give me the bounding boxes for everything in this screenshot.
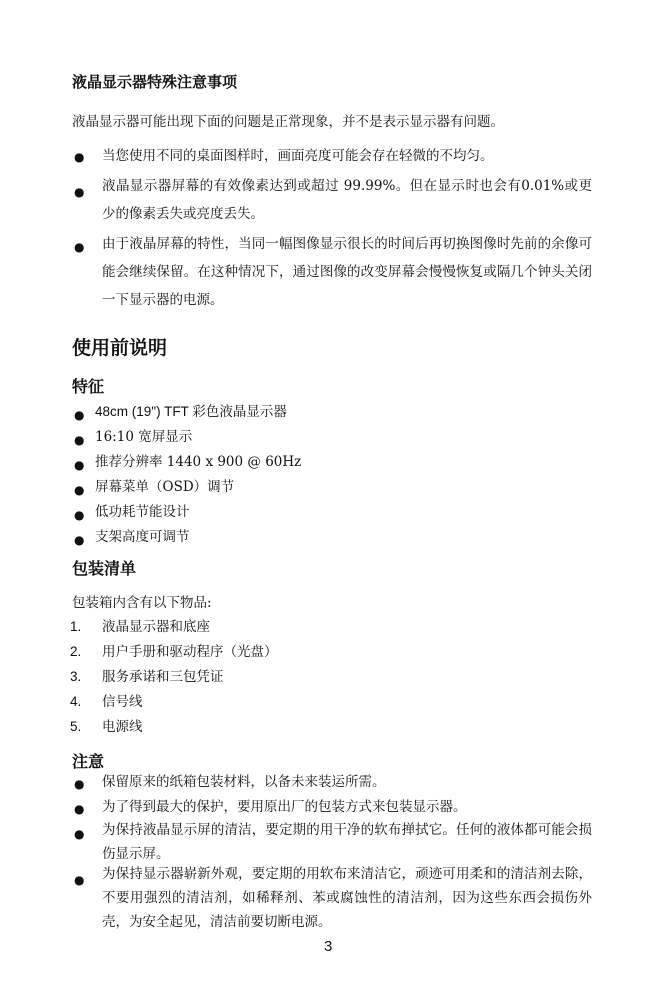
list-item: 保留原来的纸箱包装材料，以备未来装运所需。 (102, 774, 386, 790)
bullet-dot: ● (74, 408, 85, 422)
bullet-dot: ● (74, 185, 85, 199)
list-item: 屏幕菜单（OSD）调节 (95, 479, 235, 495)
list-number: 3. (70, 669, 82, 684)
list-item: 48cm (19") TFT 彩色液晶显示器 (95, 404, 287, 419)
list-item: 用户手册和驱动程序（光盘） (102, 644, 278, 660)
list-item: 支架高度可调节 (95, 529, 190, 545)
section-title-lcd-notes: 液晶显示器特殊注意事项 (72, 73, 238, 91)
list-item: 由于液晶屏幕的特性，当同一幅图像显示很长的时间后再切换图像时先前的余像可能会继续保留。在这种情况下，通过图像的改变屏幕会慢慢恢复或隔几个钟头关闭一下显示器的电源。 (102, 236, 592, 308)
list-item: 液晶显示器屏幕的有效像素达到或超过 99.99%。但在显示时也会有0.01%或更少的像素丢失或亮度丢失。 (102, 178, 592, 222)
list-item: 服务承诺和三包凭证 (102, 669, 224, 685)
list-item: 推荐分辨率 1440 x 900 @ 60Hz (95, 454, 302, 470)
list-number: 1. (70, 619, 82, 634)
package-heading: 包装清单 (72, 559, 137, 578)
list-item: 为保持显示器崭新外观，要定期的用软布来清洁它，顽迹可用柔和的清洁剂去除，不要用强烈的清洁剂，如稀释剂、苯或腐蚀性的清洁剂，因为这些东西会损伤外壳，为安全起见，清洁前要切断电源。 (102, 866, 592, 930)
list-item: 16:10 宽屏显示 (95, 429, 193, 445)
list-number: 4. (70, 694, 82, 709)
bullet-dot: ● (74, 458, 85, 472)
list-item: 电源线 (102, 719, 143, 735)
bullet-dot: ● (74, 827, 85, 841)
page-number: 3 (324, 938, 333, 955)
bullet-dot: ● (74, 508, 85, 522)
bullet-dot: ● (74, 483, 85, 497)
package-intro: 包装箱内含有以下物品: (72, 595, 212, 611)
section-title-before-use: 使用前说明 (72, 337, 168, 359)
bullet-dot: ● (74, 777, 85, 791)
list-item: 为了得到最大的保护，要用原出厂的包装方式来包装显示器。 (102, 799, 467, 815)
list-number: 2. (70, 644, 82, 659)
bullet-dot: ● (74, 802, 85, 816)
bullet-dot: ● (74, 873, 85, 887)
bullet-dot: ● (74, 240, 85, 254)
bullet-dot: ● (74, 533, 85, 547)
notes-heading: 注意 (72, 752, 105, 771)
bullet-dot: ● (74, 150, 85, 164)
list-item: 信号线 (102, 694, 143, 710)
bullet-dot: ● (74, 433, 85, 447)
section-intro: 液晶显示器可能出现下面的问题是正常现象，并不是表示显示器有问题。 (72, 114, 504, 130)
list-item: 低功耗节能设计 (95, 504, 190, 520)
list-item: 当您使用不同的桌面图样时，画面亮度可能会存在轻微的不均匀。 (102, 148, 494, 164)
list-item: 液晶显示器和底座 (102, 619, 210, 635)
list-item: 为保持液晶显示屏的清洁，要定期的用干净的软布掸拭它。任何的液体都可能会损伤显示屏。 (102, 822, 592, 862)
features-heading: 特征 (72, 377, 105, 396)
list-number: 5. (70, 719, 82, 734)
